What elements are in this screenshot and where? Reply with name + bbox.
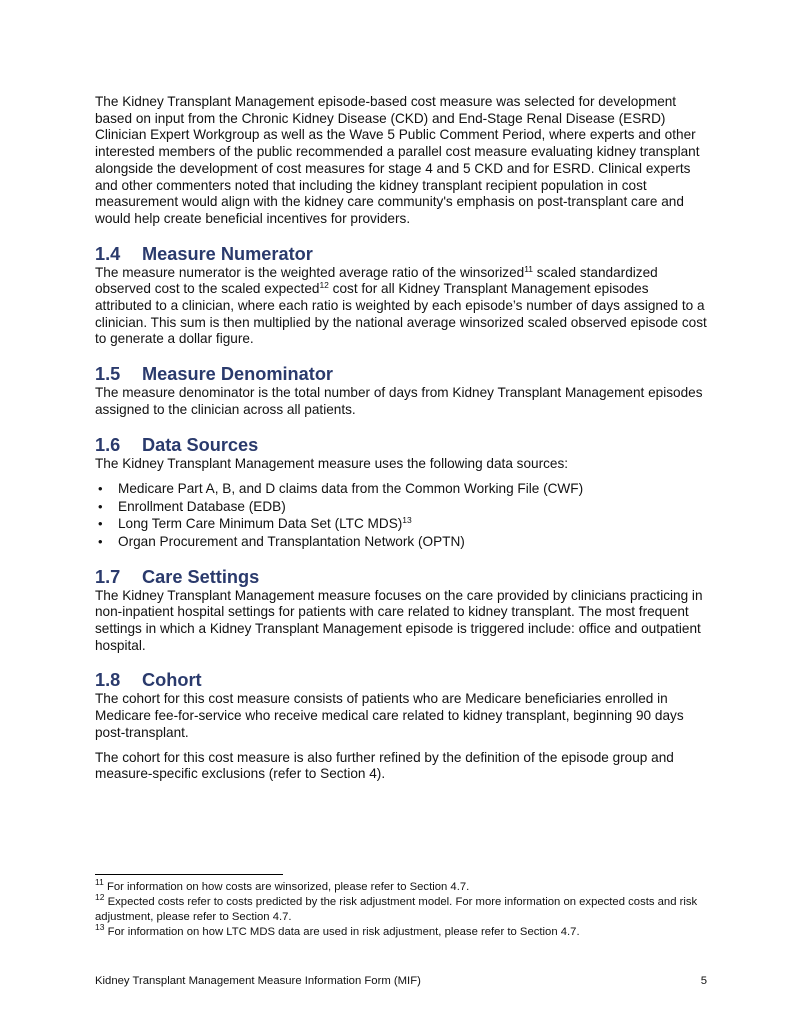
section-title: Data Sources [142,434,259,455]
footnote-divider [95,874,283,875]
data-sources-list [95,480,707,550]
section-number: 1.7 [95,566,121,587]
section-title: Cohort [142,670,202,691]
footnotes [95,877,707,940]
footnote-number: 11 [95,877,104,887]
footnote-text: For information on how LTC MDS data are used in risk adjustment, please refer to Section 4.7. [104,926,580,938]
footnote-ref-13[interactable]: 13 [402,515,412,526]
numerator-text-c: cost for all Kidney Transplant Management episodes attributed to a clinician, where each ratio is weighted by each episode’s number of days assigned to a clinician. This sum is then multiplied by the national average winsorized scaled observed episode cost to generate a dollar figure. [95,281,707,347]
section-title: Care Settings [142,566,260,587]
page-number: 5 [700,975,707,987]
list-item: • Organ Procurement and Transplantation Network (OPTN) [95,533,707,551]
cohort-paragraph-2: The cohort for this cost measure is also further refined by the definition of the episode group and measure-specific exclusions (refer to Section 4). [95,749,674,782]
section-heading-data-sources [95,435,707,455]
footnote-ref-12[interactable]: 12 [319,280,329,291]
footnote-11 [95,877,707,895]
data-sources-intro: The Kidney Transplant Management measure uses the following data sources: [95,455,569,471]
section-heading-denominator [95,364,707,384]
section-number: 1.8 [95,670,121,691]
section-title: Measure Denominator [142,364,334,385]
section-number: 1.4 [95,243,121,264]
footnote-number: 13 [95,922,105,932]
footnote-number: 12 [95,892,105,902]
footnote-text: For information on how costs are winsorized, please refer to Section 4.7. [103,881,470,893]
care-settings-paragraph: The Kidney Transplant Management measure focuses on the care provided by clinicians practicing in non-inpatient hospital settings for patients with care related to kidney transplant. The most frequent settings in which a Kidney Transplant Management episode is triggered include: office and outpatient hospital. [95,587,703,653]
section-number: 1.5 [95,364,121,385]
section-title: Measure Numerator [142,243,313,264]
numerator-paragraph [95,265,707,349]
numerator-text-b: scaled standardized observed cost to the scaled expected [95,264,658,297]
cohort-paragraph-1: The cohort for this cost measure consists of patients who are Medicare beneficiaries enrolled in Medicare fee-for-service who receive medical care related to kidney transplant, beginning 90 days post-transplant. [95,691,684,740]
list-item [95,515,707,533]
numerator-text-a: The measure numerator is the weighted average ratio of the winsorized [95,264,525,280]
footnote-13 [95,922,707,940]
footnote-12 [95,892,707,925]
list-item-text: Long Term Care Minimum Data Set (LTC MDS) [118,516,403,532]
footnote-ref-11[interactable]: 11 [524,263,534,274]
intro-paragraph: The Kidney Transplant Management episode-based cost measure was selected for development based on input from the Chronic Kidney Disease (CKD) and End-Stage Renal Disease (ESRD) Clinician Expert Workgroup as well as the Wave 5 Public Comment Period, where experts and other interested members of the public recommended a parallel cost measure evaluating kidney transplant alongside the development of cost measures for stage 4 and 5 CKD and for ESRD. Clinical experts and other commenters noted that including the kidney transplant recipient population in cost measurement would align with the kidney care community's emphasis on post-transplant care and would help create beneficial incentives for providers. [95,94,700,226]
document-body [95,94,707,783]
footnote-text: Expected costs refer to costs predicted by the risk adjustment model. For more information on expected costs and risk adjustment, please refer to Section 4.7. [95,896,698,923]
section-heading-cohort [95,670,707,690]
list-item: • Medicare Part A, B, and D claims data from the Common Working File (CWF) [95,480,707,498]
section-number: 1.6 [95,434,121,455]
footer-title: Kidney Transplant Management Measure Information Form (MIF) [95,975,421,987]
section-heading-numerator [95,244,707,264]
section-heading-care-settings [95,567,707,587]
denominator-paragraph: The measure denominator is the total number of days from Kidney Transplant Management episodes assigned to the clinician across all patients. [95,385,703,417]
page-footer [95,974,707,988]
list-item: • Enrollment Database (EDB) [95,498,707,516]
